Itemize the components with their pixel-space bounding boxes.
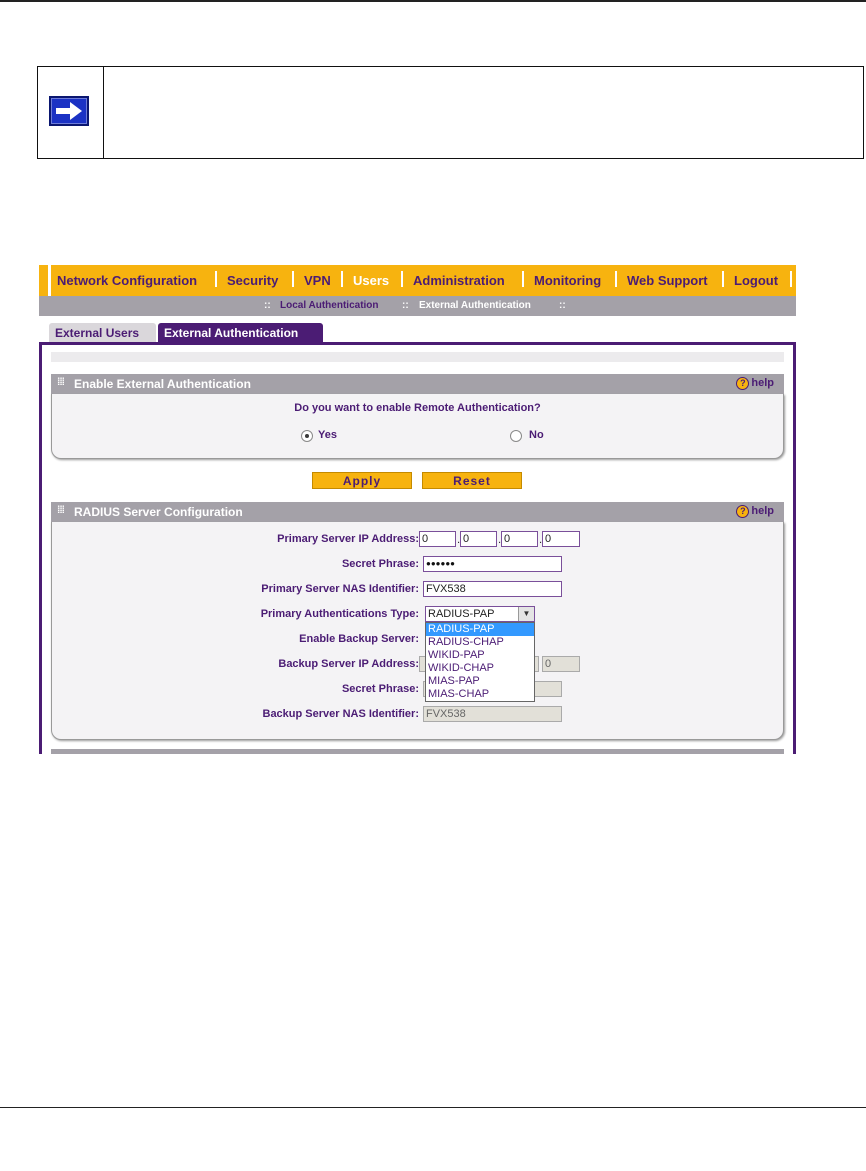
nav-network-configuration[interactable]: Network Configuration bbox=[57, 273, 198, 288]
help-link[interactable] bbox=[736, 505, 774, 518]
top-rule bbox=[0, 0, 866, 2]
nav-separator bbox=[522, 271, 524, 287]
primary-ip-label: Primary Server IP Address: bbox=[277, 533, 419, 545]
tab-external-users[interactable]: External Users bbox=[49, 323, 156, 343]
option-radius-pap[interactable]: RADIUS-PAP bbox=[426, 623, 534, 636]
nav-vpn[interactable]: VPN bbox=[304, 273, 331, 288]
option-mias-chap[interactable]: MIAS-CHAP bbox=[428, 688, 490, 700]
nav-separator bbox=[292, 271, 294, 287]
radio-yes-label: Yes bbox=[318, 429, 337, 441]
primary-ip-octet-4[interactable]: 0 bbox=[542, 531, 580, 547]
ip-dot: . bbox=[498, 535, 502, 546]
primary-ip-octet-1[interactable]: 0 bbox=[419, 531, 456, 547]
grip-icon: ⁞⁞⁞ bbox=[57, 505, 64, 516]
auth-type-label: Primary Authentications Type: bbox=[260, 608, 419, 620]
option-mias-pap[interactable]: MIAS-PAP bbox=[428, 675, 480, 687]
main-nav bbox=[39, 265, 796, 296]
reset-button[interactable]: Reset bbox=[422, 472, 522, 489]
chevron-down-icon[interactable]: ▼ bbox=[518, 607, 534, 621]
backup-ip-label: Backup Server IP Address: bbox=[278, 658, 419, 670]
nav-separator bbox=[790, 271, 792, 287]
nav-separator bbox=[722, 271, 724, 287]
nav-logout[interactable]: Logout bbox=[734, 273, 779, 288]
help-icon: ? bbox=[736, 505, 749, 518]
next-section-header-partial bbox=[51, 749, 784, 754]
grip-icon: ⁞⁞⁞ bbox=[57, 377, 64, 388]
panel-top-rule bbox=[51, 352, 784, 362]
backup-nas-label: Backup Server NAS Identifier: bbox=[262, 708, 419, 720]
auth-type-dropdown-list bbox=[425, 622, 535, 702]
section-title: RADIUS Server Configuration bbox=[74, 505, 243, 519]
radio-yes[interactable] bbox=[301, 430, 313, 442]
router-ui-screenshot bbox=[39, 265, 796, 754]
help-link[interactable] bbox=[736, 377, 774, 390]
nav-administration[interactable]: Administration bbox=[413, 273, 505, 288]
section-header-radius-config bbox=[51, 502, 784, 522]
subnav-local-authentication[interactable]: Local Authentication bbox=[280, 300, 379, 311]
subnav-prefix: :: bbox=[264, 300, 271, 311]
option-wikid-pap[interactable]: WIKID-PAP bbox=[428, 649, 485, 661]
secret-phrase-label: Secret Phrase: bbox=[341, 558, 419, 570]
primary-nas-label: Primary Server NAS Identifier: bbox=[261, 583, 419, 595]
section-title: Enable External Authentication bbox=[74, 377, 251, 391]
nav-web-support[interactable]: Web Support bbox=[627, 273, 708, 288]
help-label: help bbox=[751, 505, 774, 517]
nav-separator bbox=[401, 271, 403, 287]
arrow-right-icon bbox=[49, 96, 89, 126]
backup-secret-label: Secret Phrase: bbox=[341, 683, 419, 695]
help-icon: ? bbox=[736, 377, 749, 390]
ip-dot: . bbox=[457, 535, 461, 546]
backup-ip-octet-4[interactable]: 0 bbox=[542, 656, 580, 672]
option-wikid-chap[interactable]: WIKID-CHAP bbox=[428, 662, 494, 674]
radio-no[interactable] bbox=[510, 430, 522, 442]
nav-users[interactable]: Users bbox=[353, 273, 390, 288]
subnav-suffix: :: bbox=[559, 300, 566, 311]
nav-monitoring[interactable]: Monitoring bbox=[534, 273, 602, 288]
tab-external-authentication[interactable]: External Authentication bbox=[158, 323, 323, 343]
apply-button[interactable]: Apply bbox=[312, 472, 412, 489]
sub-nav bbox=[39, 296, 796, 316]
auth-type-select[interactable] bbox=[425, 606, 535, 622]
remote-auth-question: Do you want to enable Remote Authentication? bbox=[294, 402, 541, 414]
nav-separator bbox=[341, 271, 343, 287]
radio-no-label: No bbox=[529, 429, 544, 441]
nav-separator bbox=[48, 265, 51, 296]
backup-nas-input[interactable]: FVX538 bbox=[423, 706, 562, 722]
secret-phrase-input[interactable]: ●●●●●● bbox=[423, 556, 562, 572]
primary-nas-input[interactable]: FVX538 bbox=[423, 581, 562, 597]
help-label: help bbox=[751, 377, 774, 389]
auth-type-selected: RADIUS-PAP bbox=[428, 608, 495, 620]
note-divider bbox=[103, 67, 104, 158]
panel-border-left bbox=[39, 343, 42, 754]
subnav-separator: :: bbox=[402, 300, 409, 311]
nav-separator bbox=[615, 271, 617, 287]
section-header-enable-external-auth bbox=[51, 374, 784, 394]
nav-security[interactable]: Security bbox=[227, 273, 279, 288]
backup-enable-label: Enable Backup Server: bbox=[299, 633, 419, 645]
bottom-rule bbox=[0, 1107, 866, 1108]
primary-ip-octet-2[interactable]: 0 bbox=[460, 531, 497, 547]
section-body-enable-external-auth bbox=[51, 394, 784, 459]
primary-ip-octet-3[interactable]: 0 bbox=[501, 531, 538, 547]
tab-underline bbox=[39, 342, 796, 345]
ip-dot: . bbox=[539, 535, 543, 546]
nav-separator bbox=[215, 271, 217, 287]
note-box bbox=[37, 66, 864, 159]
option-radius-chap[interactable]: RADIUS-CHAP bbox=[428, 636, 504, 648]
subnav-external-authentication[interactable]: External Authentication bbox=[419, 300, 531, 311]
panel-border-right bbox=[793, 343, 796, 754]
